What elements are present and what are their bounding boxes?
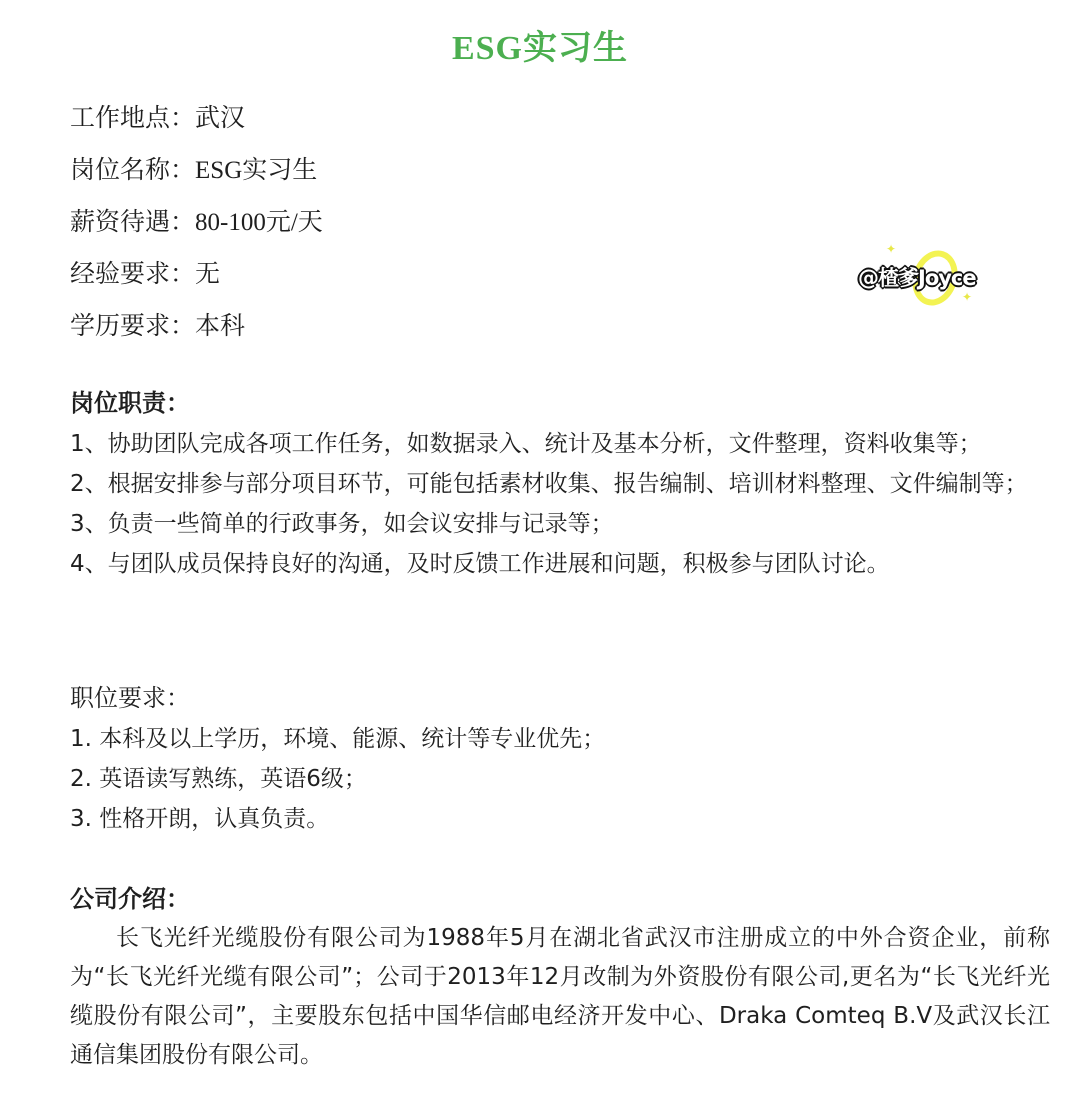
job-info bbox=[70, 100, 323, 360]
info-value: 武汉 bbox=[195, 105, 246, 132]
info-label: 学历要求： bbox=[70, 313, 196, 340]
company-intro: 长飞光纤光缆股份有限公司为1988年5月在湖北省武汉市注册成立的中外合资企业，前称为“长飞光纤光缆有限公司”；公司于2013年12月改制为外资股份有限公司,更名为“长飞光纤光缆股份有限公司”，主要股东包括中国华信邮电经济开发中心、Draka Comteq B.V及武汉长江通信集团股份有限公司。 bbox=[70, 925, 1050, 1068]
watermark bbox=[858, 244, 1008, 314]
requirement-item: 1. 本科及以上学历，环境、能源、统计等专业优先； bbox=[70, 726, 606, 752]
page-title: ESG实习生 bbox=[451, 30, 629, 67]
info-label: 薪资待遇： bbox=[70, 209, 196, 236]
info-label: 岗位名称： bbox=[70, 157, 196, 184]
info-value: 本科 bbox=[195, 313, 246, 340]
info-value: 无 bbox=[195, 261, 221, 288]
requirement-item: 3. 性格开朗，认真负责。 bbox=[70, 806, 330, 832]
info-row-location bbox=[70, 100, 323, 152]
watermark-text: @楂爹Joyce bbox=[858, 266, 976, 290]
info-row-education bbox=[70, 308, 323, 360]
requirement-item: 2. 英语读写熟练，英语6级； bbox=[70, 766, 367, 792]
company-section bbox=[70, 879, 1050, 1075]
info-label: 经验要求： bbox=[70, 261, 196, 288]
info-row-position bbox=[70, 152, 323, 204]
duty-item: 4、与团队成员保持良好的沟通，及时反馈工作进展和问题，积极参与团队讨论。 bbox=[70, 551, 890, 577]
info-row-salary bbox=[70, 204, 323, 256]
info-label: 工作地点： bbox=[70, 105, 196, 132]
duties-section bbox=[70, 384, 1050, 584]
info-value: 80-100元/天 bbox=[195, 209, 323, 236]
duty-item: 2、根据安排参与部分项目环节，可能包括素材收集、报告编制、培训材料整理、文件编制等； bbox=[70, 471, 1028, 497]
info-row-experience bbox=[70, 256, 323, 308]
duties-heading: 岗位职责： bbox=[70, 391, 190, 417]
duty-item: 1、协助团队完成各项工作任务，如数据录入、统计及基本分析，文件整理，资料收集等； bbox=[70, 431, 982, 457]
duty-item: 3、负责一些简单的行政事务，如会议安排与记录等； bbox=[70, 511, 614, 537]
requirements-heading: 职位要求： bbox=[70, 686, 190, 712]
company-heading: 公司介绍： bbox=[70, 885, 190, 913]
sparkle-icon: ✦ bbox=[886, 242, 897, 256]
requirements-section bbox=[70, 679, 1050, 839]
info-value: ESG实习生 bbox=[195, 157, 318, 184]
sparkle-icon: ✦ bbox=[962, 290, 973, 304]
